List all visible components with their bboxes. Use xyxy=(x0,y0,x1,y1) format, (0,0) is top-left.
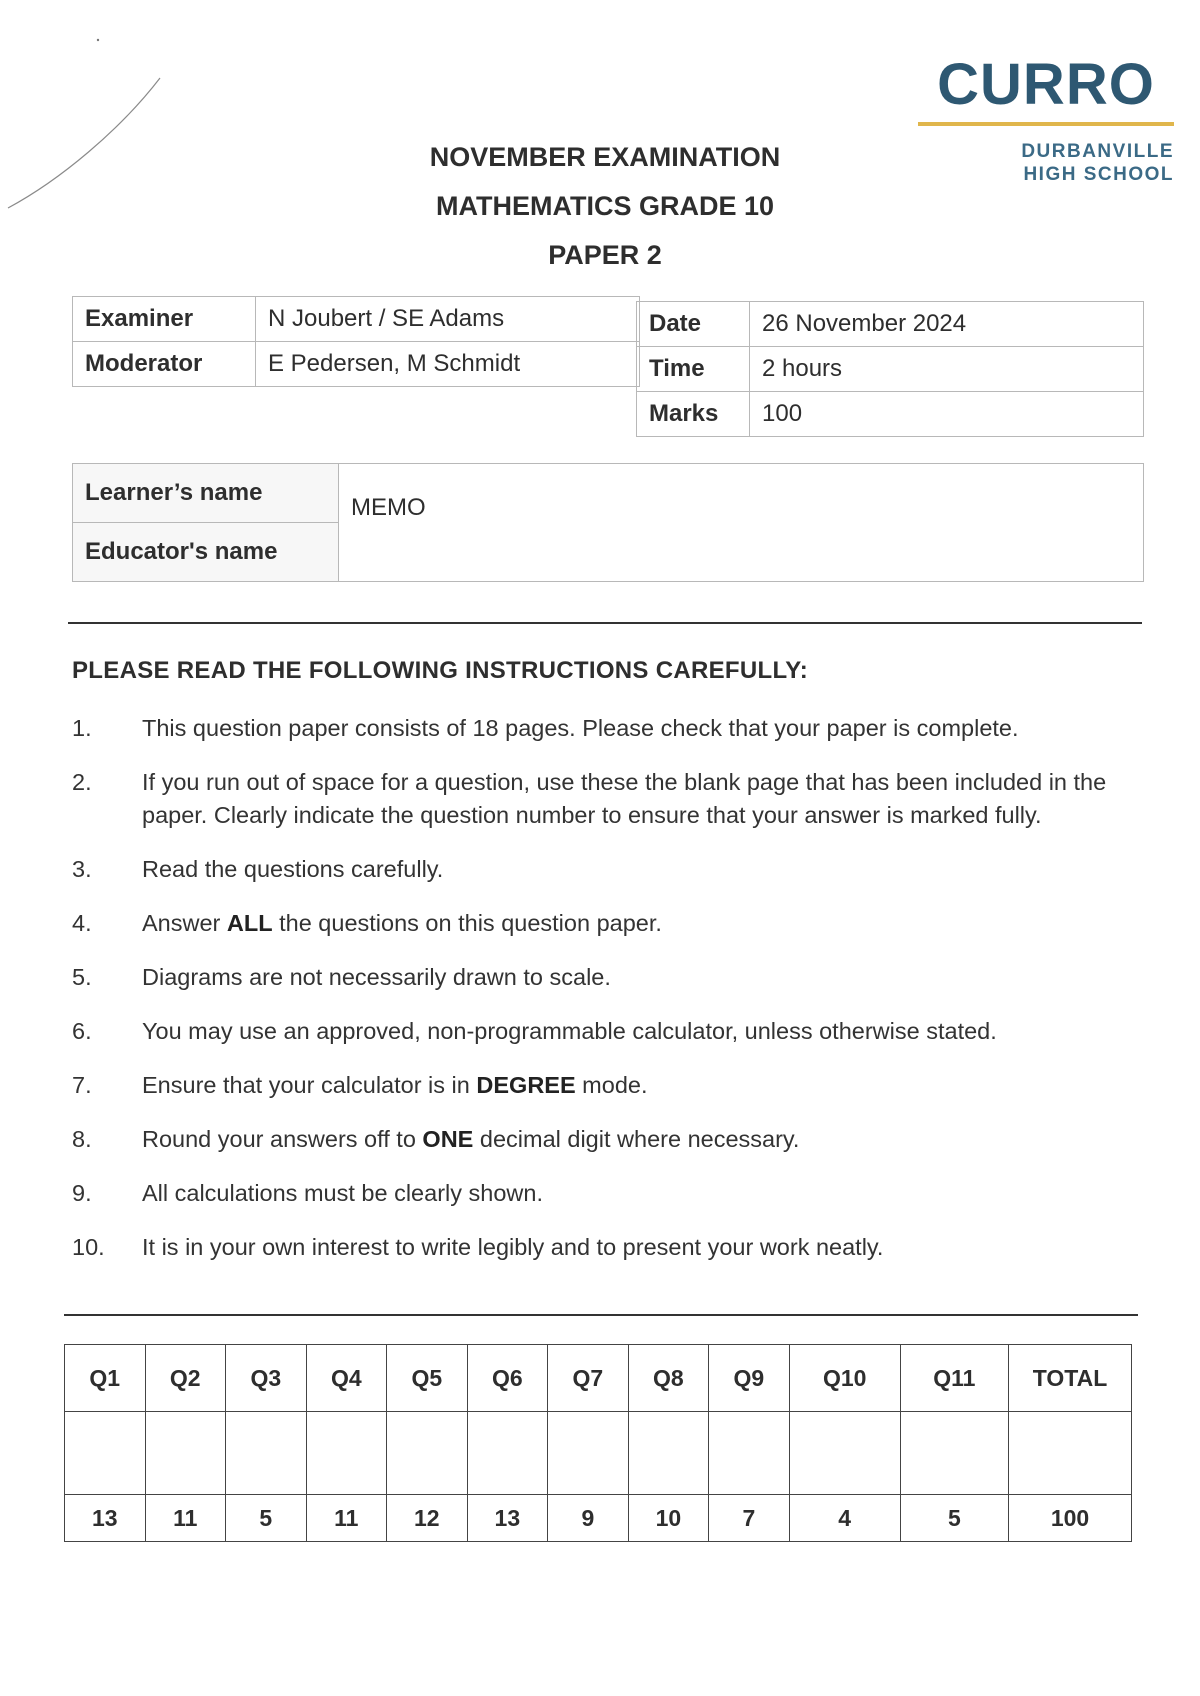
question-header: Q7 xyxy=(548,1345,629,1412)
instruction-text-end: mode. xyxy=(575,1072,648,1098)
exam-title: NOVEMBER EXAMINATION xyxy=(429,142,781,172)
max-marks-cell: 4 xyxy=(789,1495,900,1542)
instruction-number: 5. xyxy=(72,964,92,990)
instruction-text: Read the questions carefully. xyxy=(142,856,444,882)
moderator-row xyxy=(73,342,640,387)
moderator-label: Moderator xyxy=(73,342,256,387)
instruction-text: Answer xyxy=(142,910,227,936)
score-cell[interactable] xyxy=(65,1412,146,1495)
question-header: Q2 xyxy=(145,1345,226,1412)
instruction-item xyxy=(66,712,1156,745)
score-cell[interactable] xyxy=(226,1412,307,1495)
exam-details-table xyxy=(636,301,1144,437)
instruction-text: Round your answers off to xyxy=(142,1126,423,1152)
marks-label: Marks xyxy=(637,392,750,437)
instruction-number: 1. xyxy=(72,715,92,741)
instruction-item xyxy=(66,907,1156,940)
score-cell[interactable] xyxy=(900,1412,1008,1495)
question-header: Q5 xyxy=(387,1345,468,1412)
max-marks-row xyxy=(65,1495,1132,1542)
date-label: Date xyxy=(637,302,750,347)
instruction-text: Diagrams are not necessarily drawn to scale. xyxy=(142,964,611,990)
score-cell[interactable] xyxy=(306,1412,387,1495)
question-header: Q8 xyxy=(628,1345,709,1412)
instruction-text: All calculations must be clearly shown. xyxy=(142,1180,543,1206)
instruction-text: Ensure that your calculator is in xyxy=(142,1072,477,1098)
marks-value: 100 xyxy=(750,392,1144,437)
instruction-number: 4. xyxy=(72,910,92,936)
instruction-number: 6. xyxy=(72,1018,92,1044)
subject-title: MATHEMATICS GRADE 10 xyxy=(435,191,774,221)
instruction-item xyxy=(66,1123,1156,1156)
examiner-table xyxy=(72,296,640,387)
instruction-number: 10. xyxy=(72,1234,105,1260)
instruction-emphasis: ONE xyxy=(422,1126,474,1152)
learner-name-value[interactable]: MEMO xyxy=(339,464,1144,582)
instruction-emphasis: ALL xyxy=(226,910,273,936)
examiner-label: Examiner xyxy=(73,297,256,342)
question-header: Q11 xyxy=(900,1345,1008,1412)
marks-breakdown-table xyxy=(64,1344,1132,1542)
question-header-row xyxy=(65,1345,1132,1412)
instruction-number: 3. xyxy=(72,856,92,882)
max-marks-cell: 13 xyxy=(65,1495,146,1542)
max-marks-cell: 7 xyxy=(709,1495,790,1542)
instructions-heading: PLEASE READ THE FOLLOWING INSTRUCTIONS CAREFULLY: xyxy=(72,657,809,684)
question-header: Q3 xyxy=(226,1345,307,1412)
question-header: Q6 xyxy=(467,1345,548,1412)
logo-underline xyxy=(918,122,1174,126)
score-cell[interactable] xyxy=(628,1412,709,1495)
examiner-value: N Joubert / SE Adams xyxy=(256,297,640,342)
instruction-item xyxy=(66,1015,1156,1048)
scan-artifact-line xyxy=(0,0,200,220)
question-header: Q1 xyxy=(65,1345,146,1412)
instruction-item xyxy=(66,1177,1156,1210)
instruction-text: This question paper consists of 18 pages. Please check that your paper is complete. xyxy=(142,715,1019,741)
max-marks-cell: 11 xyxy=(306,1495,387,1542)
examiner-row xyxy=(73,297,640,342)
score-entry-row xyxy=(65,1412,1132,1495)
question-header: Q10 xyxy=(789,1345,900,1412)
instruction-emphasis: DEGREE xyxy=(476,1072,576,1098)
date-row xyxy=(637,302,1144,347)
score-cell[interactable] xyxy=(467,1412,548,1495)
max-marks-cell: 11 xyxy=(145,1495,226,1542)
score-cell[interactable] xyxy=(145,1412,226,1495)
moderator-value: E Pedersen, M Schmidt xyxy=(256,342,640,387)
paper-title: PAPER 2 xyxy=(548,240,662,270)
max-marks-cell: 9 xyxy=(548,1495,629,1542)
max-marks-cell: 5 xyxy=(226,1495,307,1542)
time-row xyxy=(637,347,1144,392)
learner-row xyxy=(73,464,1144,523)
learner-table xyxy=(72,463,1144,582)
instruction-number: 7. xyxy=(72,1072,92,1098)
instruction-text: You may use an approved, non-programmable calculator, unless otherwise stated. xyxy=(142,1018,997,1044)
score-cell[interactable] xyxy=(548,1412,629,1495)
total-max-marks-cell: 100 xyxy=(1009,1495,1132,1542)
instructions-list xyxy=(66,712,1156,1285)
score-cell[interactable] xyxy=(387,1412,468,1495)
instruction-text-end: the questions on this question paper. xyxy=(272,910,662,936)
question-header: Q4 xyxy=(306,1345,387,1412)
date-value: 26 November 2024 xyxy=(750,302,1144,347)
instruction-item xyxy=(66,961,1156,994)
instruction-item xyxy=(66,1231,1156,1264)
max-marks-cell: 5 xyxy=(900,1495,1008,1542)
instruction-text: It is in your own interest to write legibly and to present your work neatly. xyxy=(142,1234,884,1260)
logo-subtitle-2: HIGH SCHOOL xyxy=(1023,164,1174,185)
instruction-number: 8. xyxy=(72,1126,92,1152)
score-cell[interactable] xyxy=(709,1412,790,1495)
score-cell[interactable] xyxy=(789,1412,900,1495)
instruction-number: 2. xyxy=(72,769,92,795)
divider-bottom xyxy=(64,1314,1138,1316)
learner-name-label: Learner’s name xyxy=(73,464,339,523)
max-marks-cell: 13 xyxy=(467,1495,548,1542)
educator-name-label: Educator's name xyxy=(73,523,339,582)
time-value: 2 hours xyxy=(750,347,1144,392)
total-header: TOTAL xyxy=(1009,1345,1132,1412)
instruction-item xyxy=(66,1069,1156,1102)
instruction-item xyxy=(66,853,1156,886)
max-marks-cell: 12 xyxy=(387,1495,468,1542)
logo-subtitle-1: DURBANVILLE xyxy=(1021,141,1174,162)
divider-top xyxy=(68,622,1142,624)
time-label: Time xyxy=(637,347,750,392)
instruction-text-end: decimal digit where necessary. xyxy=(473,1126,800,1152)
total-score-cell[interactable] xyxy=(1009,1412,1132,1495)
marks-row xyxy=(637,392,1144,437)
instruction-text: If you run out of space for a question, use these the blank page that has been included in the paper. Clearly indicate the question number to ensure that your answer is marked fully. xyxy=(142,769,1107,828)
question-header: Q9 xyxy=(709,1345,790,1412)
instruction-item xyxy=(66,766,1156,832)
logo-wordmark: CURRO xyxy=(937,52,1155,117)
instruction-number: 9. xyxy=(72,1180,92,1206)
max-marks-cell: 10 xyxy=(628,1495,709,1542)
